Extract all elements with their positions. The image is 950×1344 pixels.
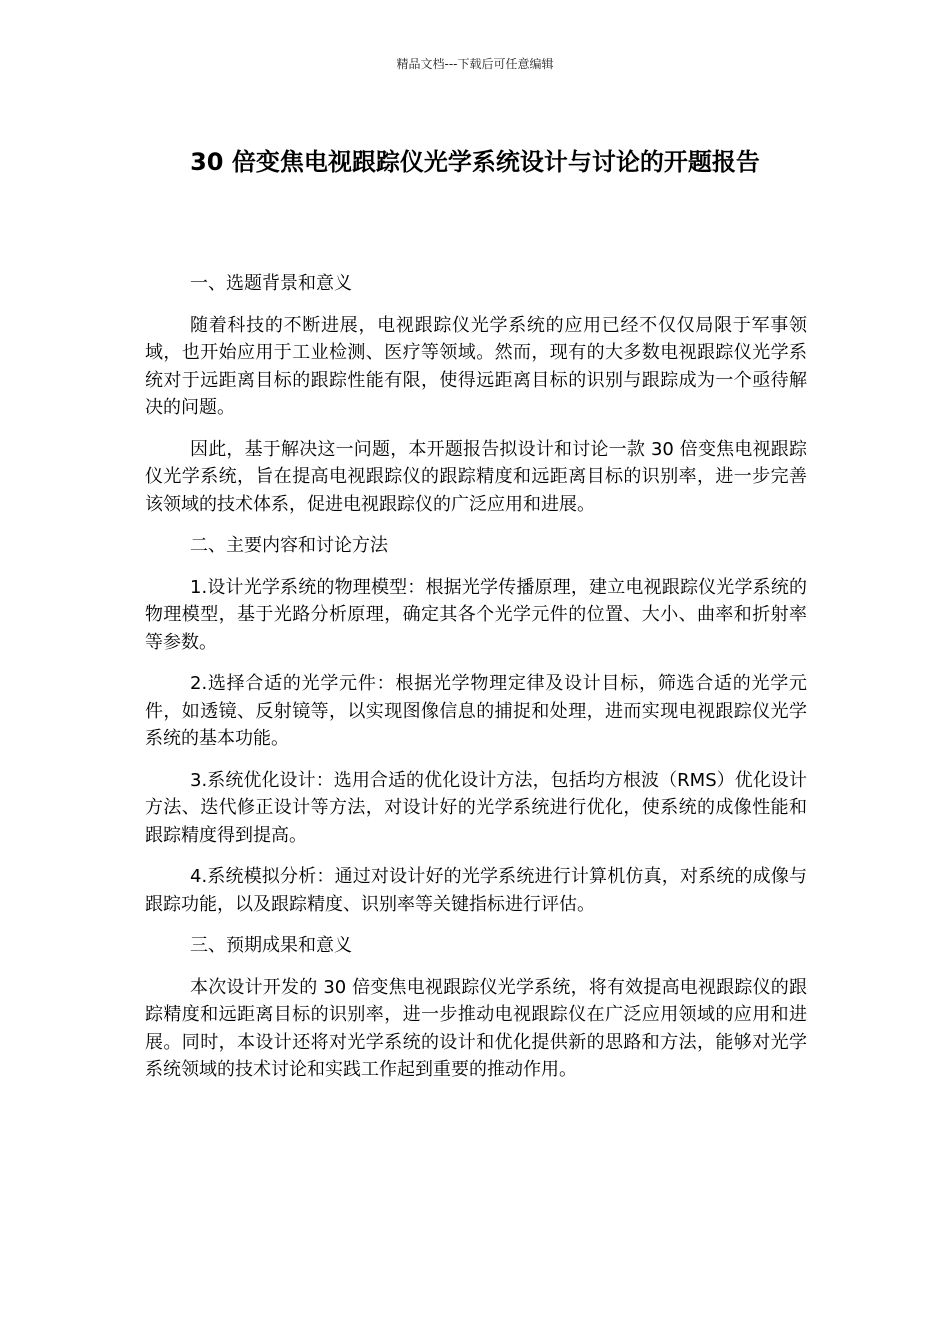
- paragraph: 2.选择合适的光学元件：根据光学物理定律及设计目标，筛选合适的光学元件，如透镜、反射镜等，以实现图像信息的捕捉和处理，进而实现电视跟踪仪光学系统的基本功能。: [145, 673, 807, 749]
- section-heading-background: 一、选题背景和意义: [190, 273, 352, 294]
- document-body: [145, 270, 807, 1098]
- paragraph: 3.系统优化设计：选用合适的优化设计方法，包括均方根波（RMS）优化设计方法、迭代修正设计等方法，对设计好的光学系统进行优化，使系统的成像性能和跟踪精度得到提高。: [145, 769, 807, 846]
- paragraph: 本次设计开发的 30 倍变焦电视跟踪仪光学系统，将有效提高电视跟踪仪的跟踪精度和远距离目标的识别率，进一步推动电视跟踪仪在广泛应用领域的应用和进展。同时，本设计还将对光学系统的设计和优化提供新的思路和方法，能够对光学系统领域的技术讨论和实践工作起到重要的推动作用。: [145, 976, 807, 1080]
- paragraph: 1.设计光学系统的物理模型：根据光学传播原理，建立电视跟踪仪光学系统的物理模型，基于光路分析原理，确定其各个光学元件的位置、大小、曲率和折射率等参数。: [145, 576, 807, 653]
- paragraph: 4.系统模拟分析：通过对设计好的光学系统进行计算机仿真，对系统的成像与跟踪功能，以及跟踪精度、识别率等关键指标进行评估。: [145, 866, 807, 915]
- paragraph: 因此，基于解决这一问题，本开题报告拟设计和讨论一款 30 倍变焦电视跟踪仪光学系统，旨在提高电视跟踪仪的跟踪精度和远距离目标的识别率，进一步完善该领域的技术体系，促进电视跟踪仪的广泛应用和进展。: [145, 438, 807, 515]
- page-header: 精品文档---下载后可任意编辑: [396, 57, 554, 71]
- document-title: 30 倍变焦电视跟踪仪光学系统设计与讨论的开题报告: [190, 148, 760, 176]
- section-heading-expected-results: 三、预期成果和意义: [190, 935, 352, 956]
- section-heading-content-methods: 二、主要内容和讨论方法: [190, 535, 388, 556]
- paragraph: 随着科技的不断进展，电视跟踪仪光学系统的应用已经不仅仅局限于军事领域，也开始应用于工业检测、医疗等领域。然而，现有的大多数电视跟踪仪光学系统对于远距离目标的跟踪性能有限，使得远距离目标的识别与跟踪成为一个亟待解决的问题。: [145, 314, 807, 418]
